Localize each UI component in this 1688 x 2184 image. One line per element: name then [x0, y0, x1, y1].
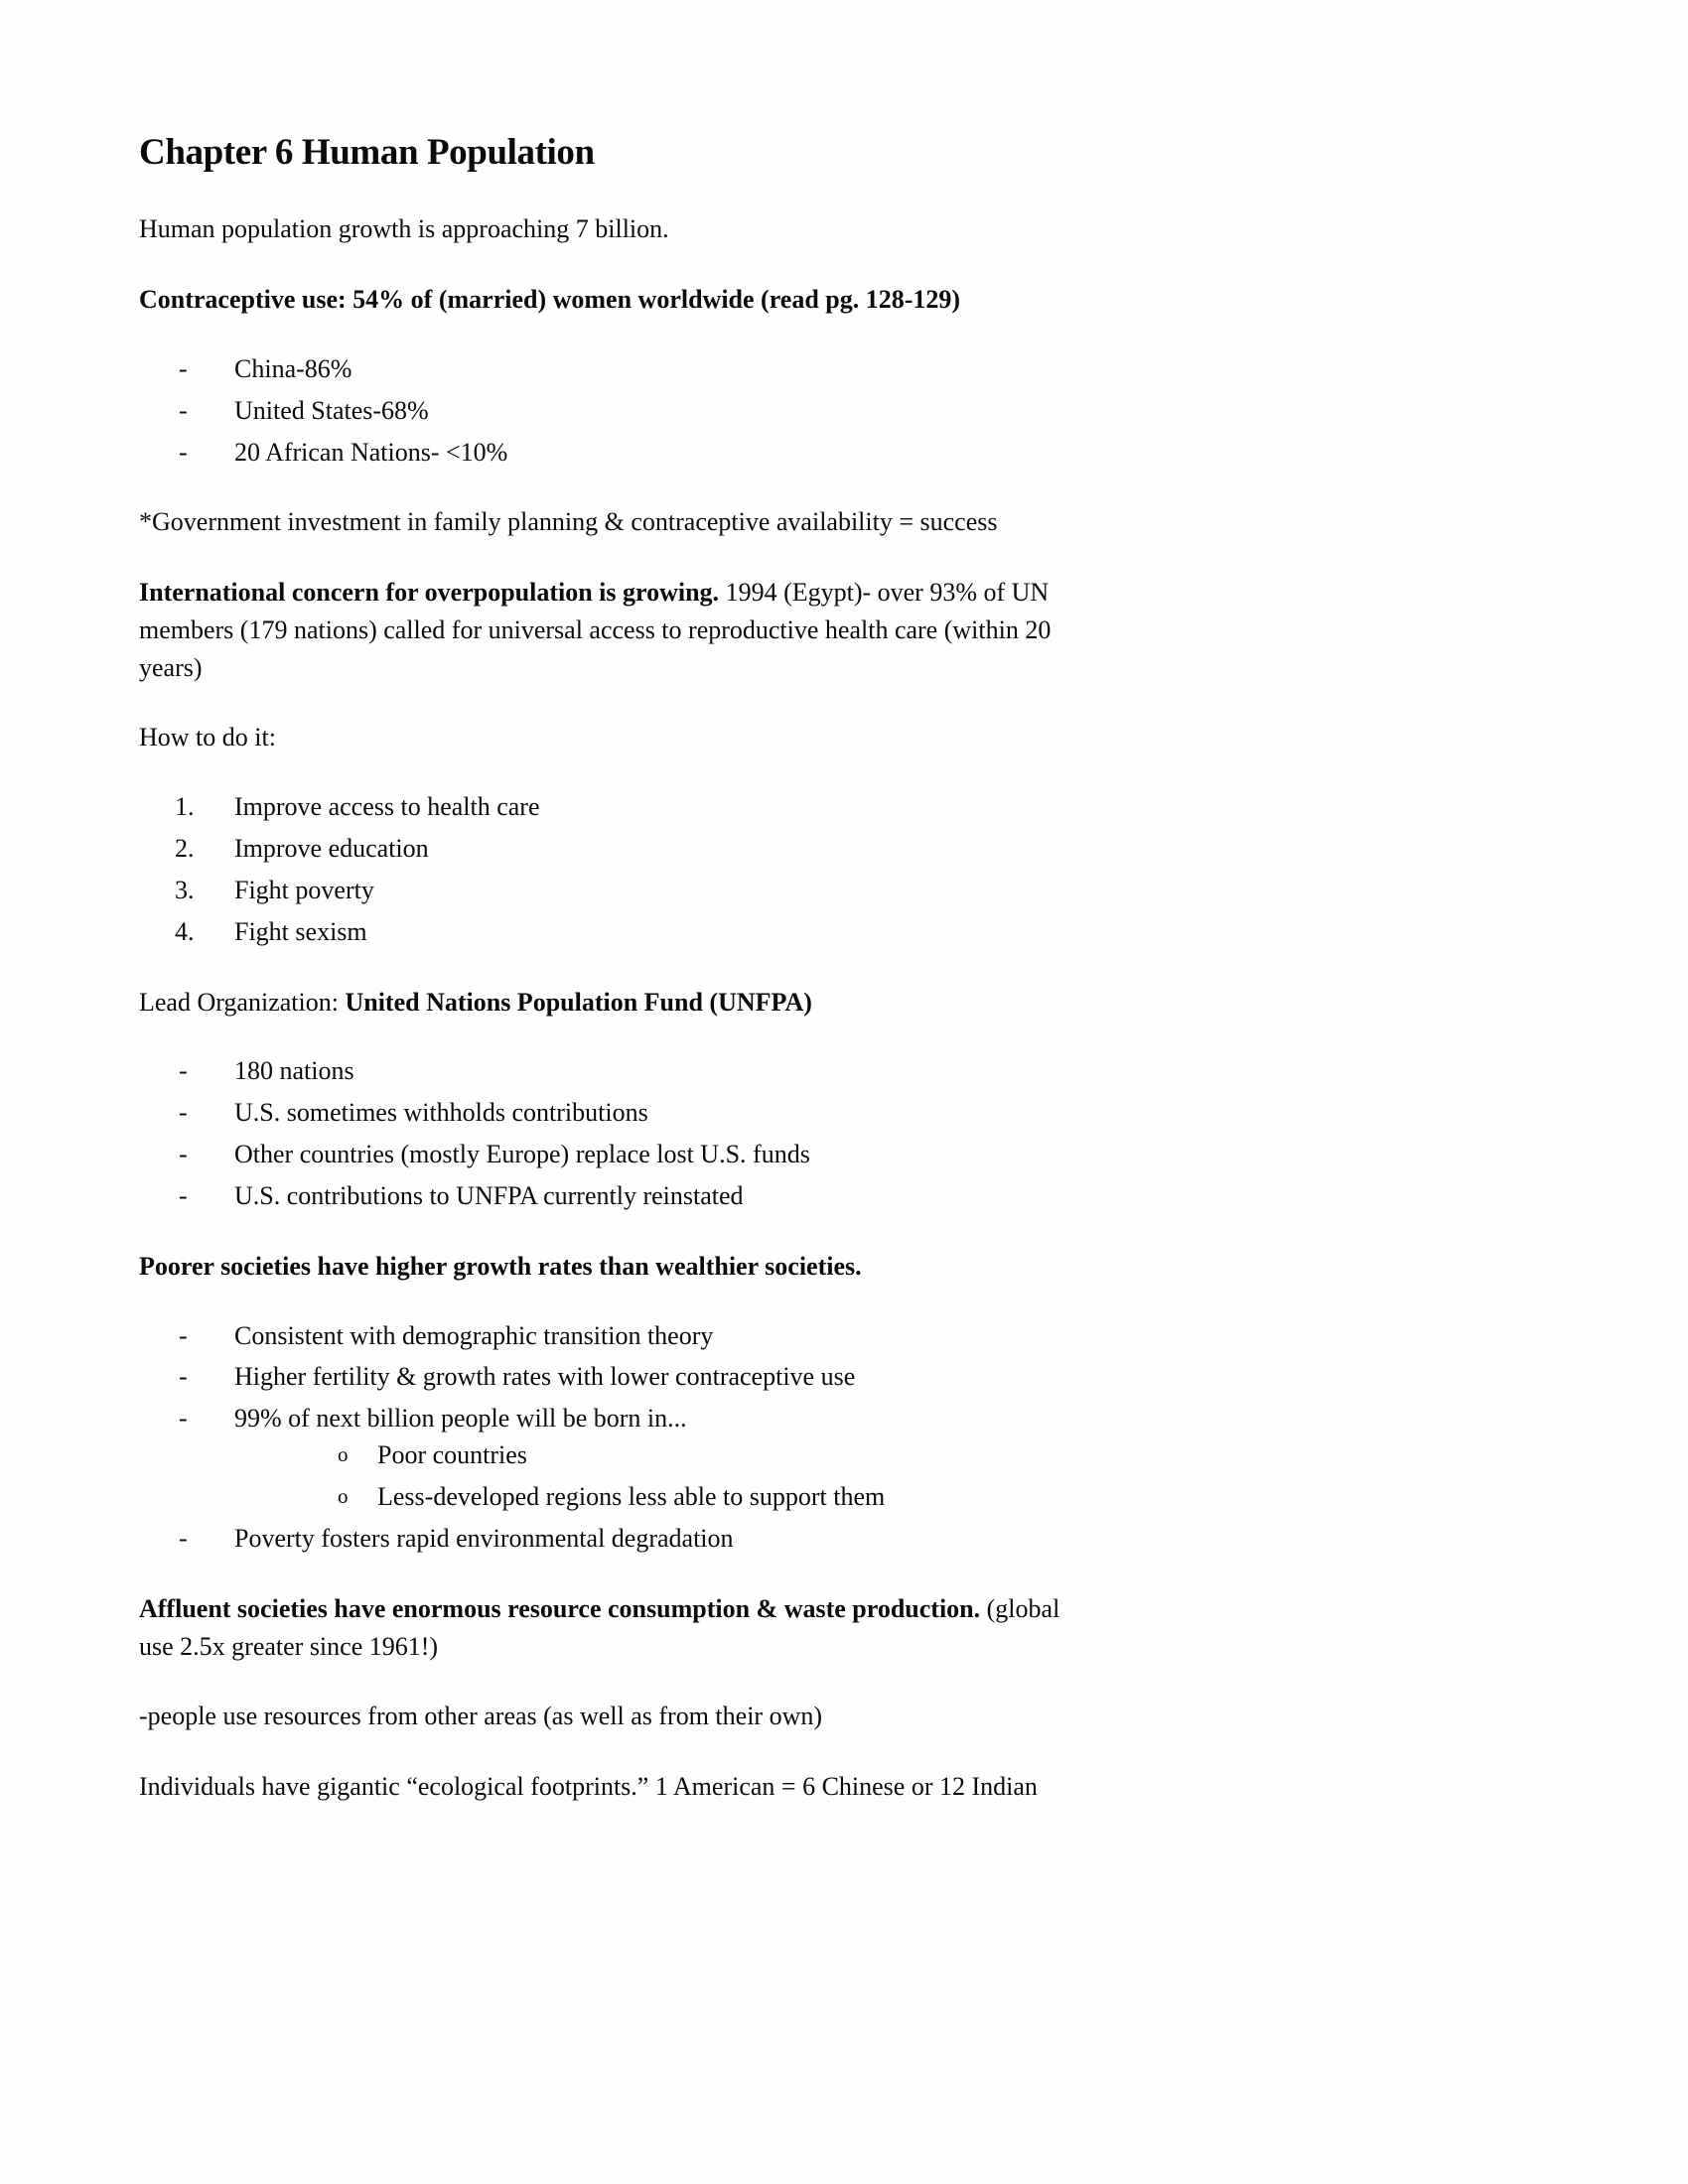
list-item-label: Poverty fosters rapid environmental degradation — [234, 1524, 734, 1554]
international-concern-bold-lead: International concern for overpopulation is growing. — [139, 578, 720, 608]
circle-bullet-icon: o — [338, 1484, 349, 1509]
dash-bullet-icon: - — [179, 1362, 188, 1392]
list-item-label: 20 African Nations- <10% — [234, 437, 508, 467]
dash-bullet-icon: - — [179, 1098, 188, 1128]
dash-bullet-icon: - — [179, 437, 188, 467]
list-item — [234, 1437, 1062, 1474]
list-item-label: China-86% — [234, 353, 352, 383]
list-item — [139, 435, 1062, 472]
unfpa-list — [139, 1053, 1062, 1215]
list-item-label: Improve access to health care — [234, 791, 540, 821]
resources-note: -people use resources from other areas (as well as from their own) — [139, 1702, 823, 1731]
contraceptive-use-heading: Contraceptive use: 54% of (married) women worldwide (read pg. 128-129) — [139, 285, 961, 315]
list-item-label: Improve education — [234, 833, 429, 863]
circle-bullet-icon: o — [338, 1442, 349, 1467]
dash-bullet-icon: - — [179, 1404, 188, 1433]
list-item — [139, 1178, 1062, 1215]
dash-bullet-icon: - — [179, 1180, 188, 1210]
poorer-societies-sublist — [234, 1437, 1062, 1516]
list-item-label: United States-68% — [234, 395, 429, 425]
list-item — [139, 1053, 1062, 1090]
list-item — [139, 1137, 1062, 1173]
list-item-label: Higher fertility & growth rates with lower contraceptive use — [234, 1362, 856, 1392]
international-concern-rest: 1994 (Egypt)- over 93% of UN members (179 nations) called for universal access to reproductive health care (within 20 years) — [139, 578, 1052, 682]
affluent-societies-paragraph — [139, 1590, 1062, 1665]
dash-bullet-icon: - — [179, 353, 188, 383]
list-item-label: Less-developed regions less able to support them — [377, 1482, 886, 1512]
list-item — [139, 1401, 1062, 1516]
how-to-do-it-label: How to do it: — [139, 723, 276, 752]
dash-bullet-icon: - — [179, 1140, 188, 1169]
lead-organization-name: United Nations Population Fund (UNFPA) — [345, 987, 812, 1017]
how-to-do-it-list — [139, 789, 1062, 951]
list-item — [139, 351, 1062, 388]
list-item-label: 99% of next billion people will be born in... — [234, 1404, 687, 1433]
list-item — [139, 1521, 1062, 1558]
affluent-societies-bold-lead: Affluent societies have enormous resource consumption & waste production. — [139, 1593, 981, 1623]
government-investment-note: *Government investment in family planning & contraceptive availability = success — [139, 507, 998, 537]
dash-bullet-icon: - — [179, 1056, 188, 1086]
list-item-label: Fight sexism — [234, 916, 367, 946]
poorer-societies-list — [139, 1318, 1062, 1558]
lead-organization-label: Lead Organization: — [139, 987, 346, 1017]
list-item-label: U.S. sometimes withholds contributions — [234, 1098, 648, 1128]
list-item — [139, 789, 1062, 826]
list-item-label: Other countries (mostly Europe) replace lost U.S. funds — [234, 1140, 810, 1169]
list-item-label: Poor countries — [377, 1440, 527, 1470]
list-item — [234, 1479, 1062, 1516]
number-marker: 3. — [175, 875, 195, 904]
international-concern-paragraph — [139, 574, 1062, 686]
intro-paragraph: Human population growth is approaching 7 billion. — [139, 214, 669, 244]
list-item — [139, 1318, 1062, 1355]
poorer-societies-heading: Poorer societies have higher growth rates than wealthier societies. — [139, 1251, 862, 1281]
list-item — [139, 393, 1062, 430]
dash-bullet-icon: - — [179, 1320, 188, 1350]
list-item-label: U.S. contributions to UNFPA currently reinstated — [234, 1180, 744, 1210]
dash-bullet-icon: - — [179, 1524, 188, 1554]
dash-bullet-icon: - — [179, 395, 188, 425]
list-item — [139, 831, 1062, 868]
list-item — [139, 1359, 1062, 1396]
list-item-label: Consistent with demographic transition theory — [234, 1320, 714, 1350]
ecological-footprint-note: Individuals have gigantic “ecological footprints.” 1 American = 6 Chinese or 12 Indian — [139, 1772, 1038, 1802]
affluent-societies-rest: (global use 2.5x greater since 1961!) — [139, 1593, 1060, 1661]
number-marker: 4. — [175, 916, 195, 946]
list-item-label: 180 nations — [234, 1056, 354, 1086]
contraceptive-use-list — [139, 351, 1062, 472]
number-marker: 1. — [175, 791, 195, 821]
lead-organization-paragraph — [139, 984, 1062, 1022]
page-title: Chapter 6 Human Population — [139, 132, 595, 173]
list-item — [139, 1095, 1062, 1132]
list-item — [139, 873, 1062, 909]
document-body — [139, 131, 1062, 1839]
list-item — [139, 914, 1062, 951]
list-item-label: Fight poverty — [234, 875, 374, 904]
number-marker: 2. — [175, 833, 195, 863]
